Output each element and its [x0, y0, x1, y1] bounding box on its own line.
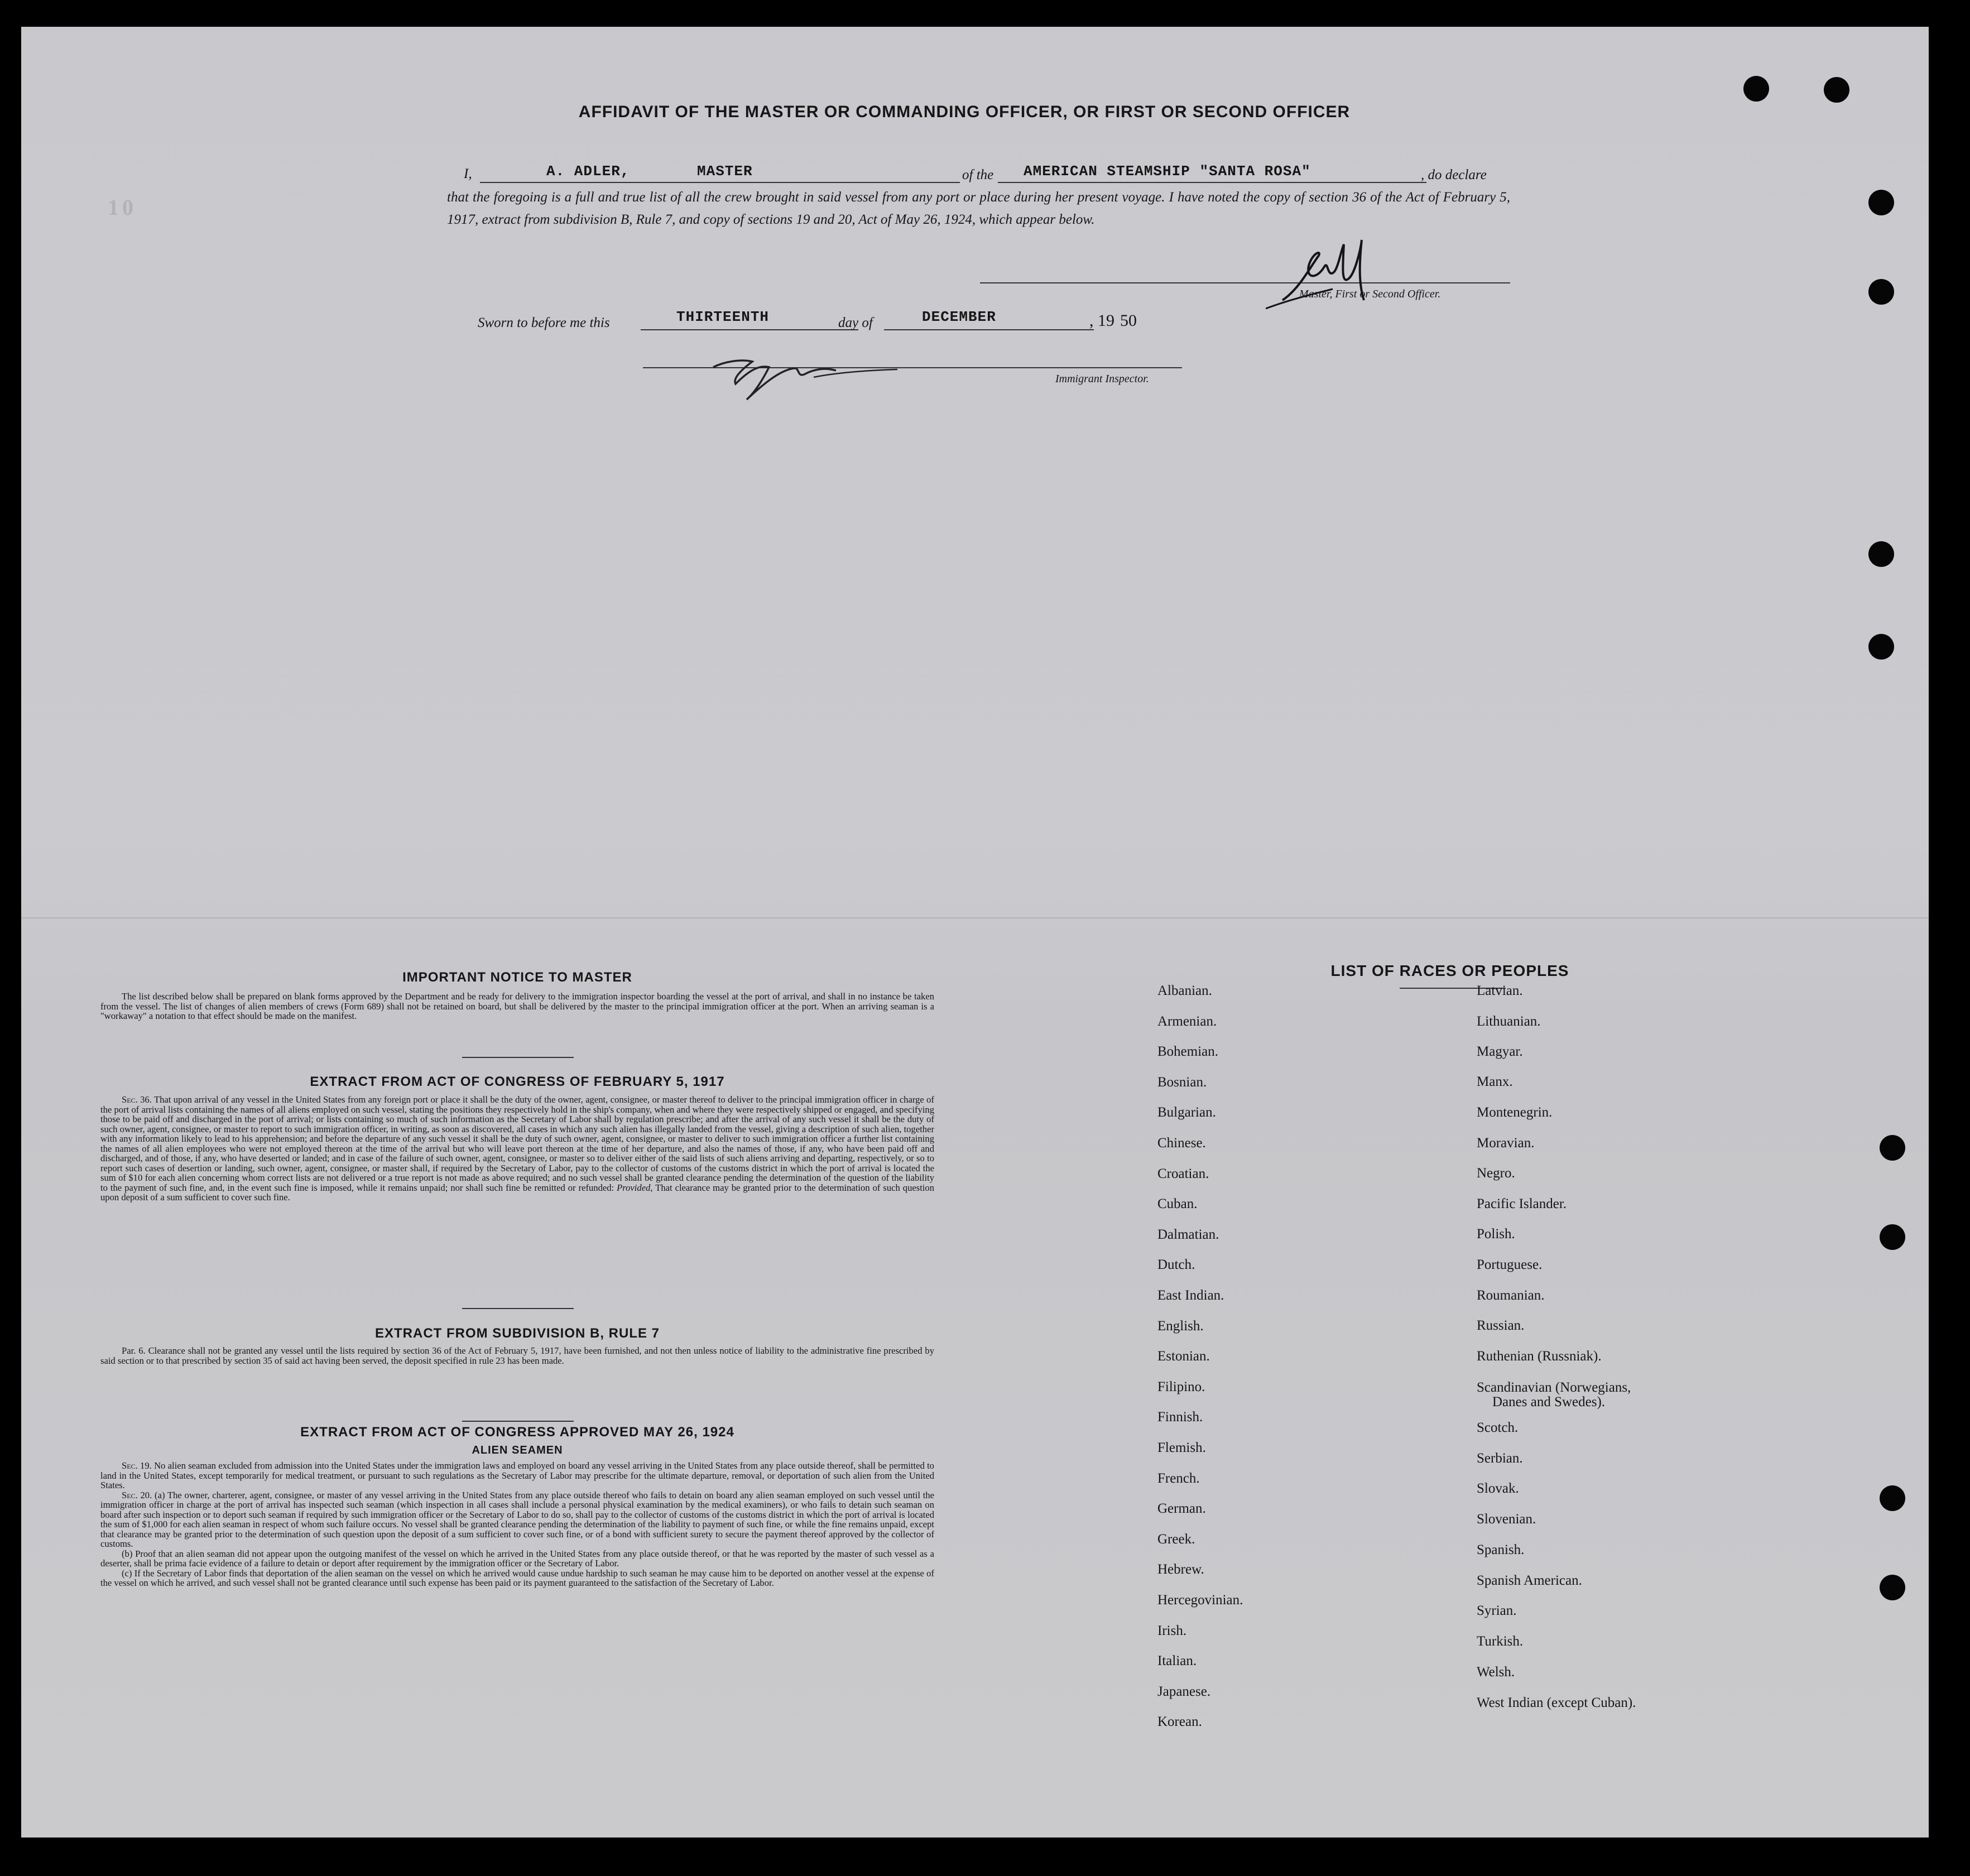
race-item: Italian. [1157, 1653, 1197, 1669]
race-item: Bulgarian. [1157, 1105, 1216, 1120]
race-item: West Indian (except Cuban). [1477, 1695, 1636, 1710]
document-sheet [21, 27, 1929, 1837]
race-item: Manx. [1477, 1074, 1513, 1089]
punch-hole [1880, 1485, 1905, 1511]
master-name: A. ADLER, [546, 163, 630, 180]
race-item: Armenian. [1157, 1013, 1217, 1029]
race-item: Korean. [1157, 1714, 1202, 1730]
race-item: Lithuanian. [1477, 1014, 1541, 1029]
punch-hole [1868, 279, 1894, 305]
race-item: Greek. [1157, 1531, 1195, 1547]
notice-heading: IMPORTANT NOTICE TO MASTER [402, 970, 632, 985]
punch-hole [1880, 1224, 1905, 1250]
race-item: Danes and Swedes). [1492, 1394, 1606, 1410]
divider [462, 1057, 574, 1058]
officer-caption: Master, First or Second Officer. [1299, 288, 1441, 300]
sworn-day: THIRTEENTH [676, 309, 770, 325]
race-item: Slovak. [1477, 1481, 1519, 1496]
bleed-through-number: 10 [108, 195, 137, 220]
officer-signature-rule [980, 282, 1510, 283]
officer-signature-icon [1266, 233, 1388, 317]
race-item: Hercegovinian. [1157, 1593, 1243, 1608]
race-item: Welsh. [1477, 1665, 1515, 1680]
punch-hole [1868, 541, 1894, 567]
year-prefix: , 19 [1089, 311, 1114, 330]
race-item: Finnish. [1157, 1410, 1203, 1425]
of-the-label: of the [962, 167, 994, 182]
race-item: German. [1157, 1501, 1206, 1517]
race-item: Magyar. [1477, 1044, 1523, 1059]
sec36-text: That upon arrival of any vessel in the United States from any foreign port or place it shall be the duty of the owner, agent, consignee, or master thereof to deliver to the principal immigration officer in charge of the port of arrival lists containing the names of all aliens employed on such vessel, stating the positions they respectively hold in the ship's company, when and where they were respectively shipped or engaged, and specifying those to be paid off and discharged in the port of arrival; or lists containing so much of such information as the Secretary of Labor shall by regulation prescribe; and after the arrival of any such vessel it shall be the duty of such owner, agent, consignee, or master to report to such immigration officer, in writing, as soon as discovered, all cases in which any such alien has illegally landed from the vessel, giving a description of such alien, together with any information likely to lead to his apprehension; and before the departure of any such vessel it shall be the duty of such owner, agent, consignee, or master to deliver to such immigration officer a further list containing the names of all alien employees who were not employed thereon at the time of the arrival but who will leave port thereon at the time of her departure, and also the names of those, if any, who have been paid off and discharged, and of those, if any, who have deserted or landed; and in case of the failure of such owner, agent, consignee, or master so to deliver either of the said lists of such aliens arriving and departing, respectively, or so to report such cases of desertion or landing, such owner, agent, consignee, or master shall, if required by the Secretary of Labor, pay to the collector of customs of the customs district in which the port of arrival is located the sum of $10 for each alien concerning whom correct lists are not delivered or a true report is not made as above required; and no such vessel shall be granted clearance pending the determination of the question of the liability to the payment of such fine, and, in the event such fine is imposed, while it remains unpaid; nor shall such fine be remitted or refunded: [100, 1094, 934, 1193]
extract-1924-heading: EXTRACT FROM ACT OF CONGRESS APPROVED MAY 26, 1924 [300, 1425, 734, 1440]
race-item: Estonian. [1157, 1349, 1210, 1364]
race-item: Montenegrin. [1477, 1105, 1553, 1120]
race-item: French. [1157, 1470, 1200, 1486]
race-item: English. [1157, 1318, 1204, 1334]
race-item: Irish. [1157, 1623, 1187, 1638]
sec20b-paragraph: (b) Proof that an alien seaman did not appear upon the outgoing manifest of the vessel on which he arrived in the United States from any place outside thereof, or that he was reported by the master of such vessel as a deserter, shall be prima facie evidence of a failure to detain or deport after requirement by the immigration officer or the Secretary of Labor. [100, 1548, 934, 1569]
races-heading: LIST OF RACES OR PEOPLES [1330, 962, 1569, 979]
sec20a-text: (a) The owner, charterer, agent, consignee, or master of any vessel arriving in the United States from any place outside thereof who fails to detain on board any alien seaman employed on such vessel until the immigration officer in charge at the port of arrival has inspected such seaman (which inspection in all cases shall include a personal physical examination by the medical examiners), or who fails to detain such seaman on board after such inspection or to deport such seaman if required by such immigration officer or the Secretary of Labor to do so, shall pay to the collector of customs of the customs district in which the port of arrival is located the sum of $1,000 for each alien seaman in respect of whom such failure occurs. No vessel shall be granted clearance pending the determination of the liability to payment of such fine, or while the fine remains unpaid, except that clearance may be granted prior to the determination of such question upon the deposit of a sum sufficient to cover such fine, or of a bond with sufficient surety to secure the payment thereof approved by the collector of customs. [100, 1489, 934, 1549]
race-item: Moravian. [1477, 1136, 1535, 1151]
affidavit-statement: that the foregoing is a full and true list of all the crew brought in said vessel from any port or place during her present voyage. I have noted the copy of section 36 of the Act of February 5, 1917, extract from subdivision B, Rule 7, and copy of sections 19 and 20, Act of May 26, 1924, which appear below. [447, 190, 1510, 227]
provided-label: Provided, [617, 1182, 653, 1193]
race-item: Syrian. [1477, 1603, 1517, 1618]
race-item: Bosnian. [1157, 1074, 1207, 1090]
race-item: Dutch. [1157, 1257, 1195, 1273]
fold-line [21, 917, 1929, 918]
extract-1924-subheading: ALIEN SEAMEN [472, 1444, 563, 1456]
punch-hole [1868, 190, 1894, 215]
race-item: Chinese. [1157, 1136, 1206, 1151]
race-item: Spanish. [1477, 1542, 1525, 1557]
sec19-label: Sec. 19. [122, 1460, 152, 1471]
race-item: Flemish. [1157, 1440, 1206, 1455]
race-item: Cuban. [1157, 1196, 1198, 1212]
race-item: Serbian. [1477, 1451, 1523, 1466]
sworn-month: DECEMBER [922, 309, 996, 325]
declare-label: , do declare [1421, 167, 1487, 182]
race-item: Scandinavian (Norwegians, [1477, 1380, 1631, 1395]
year-suffix: 50 [1120, 311, 1137, 330]
affidavit-pronoun: I, [464, 166, 472, 181]
month-rule [884, 329, 1094, 330]
sec36-text-end: That clearance may be granted prior to the determination of such question upon deposit of a sum sufficient to cover such fine. [100, 1182, 935, 1202]
extract-1917-text [100, 1095, 934, 1202]
rule7-text: Par. 6. Clearance shall not be granted any vessel until the lists required by section 36 of the Act of February 5, 1917, have been furnished, and not then unless notice of liability to the administrative fine prescribed by said section or to that prescribed by section 35 of said act having been served, the deposit specified in rule 23 has been made. [100, 1345, 934, 1366]
race-item: Dalmatian. [1157, 1226, 1219, 1242]
race-item: Negro. [1477, 1166, 1515, 1181]
race-item: Hebrew. [1157, 1562, 1204, 1577]
sec20c-paragraph: (c) If the Secretary of Labor finds that deportation of the alien seaman on the vessel on which he arrived would cause undue hardship to such seaman he may cause him to be deported on another vessel at the expense of the vessel on which he arrived, and such vessel shall not be granted clearance until such expense has been paid or its payment guaranteed to the satisfaction of the Secretary of Labor. [100, 1567, 934, 1588]
inspector-caption: Immigrant Inspector. [1055, 373, 1149, 385]
rule7-heading: EXTRACT FROM SUBDIVISION B, RULE 7 [374, 1326, 660, 1341]
race-item: Portuguese. [1477, 1257, 1543, 1272]
rank: MASTER [697, 163, 753, 180]
sworn-prefix: Sworn to before me this [478, 315, 610, 330]
affidavit-title: AFFIDAVIT OF THE MASTER OR COMMANDING OFFICER, OR FIRST OR SECOND OFFICER [578, 103, 1351, 121]
day-of-label: day of [838, 315, 873, 330]
race-item: Spanish American. [1477, 1573, 1582, 1588]
race-item: Japanese. [1157, 1683, 1211, 1699]
punch-hole [1824, 77, 1849, 103]
race-item: Scotch. [1477, 1420, 1519, 1435]
race-item: East Indian. [1157, 1288, 1224, 1303]
punch-hole [1743, 76, 1769, 102]
name-rule [480, 182, 960, 183]
extract-1917-heading: EXTRACT FROM ACT OF CONGRESS OF FEBRUARY 5, 1917 [310, 1074, 725, 1089]
race-item: Pacific Islander. [1477, 1196, 1567, 1211]
extract-1924-text [100, 1461, 934, 1588]
race-item: Latvian. [1477, 983, 1523, 998]
divider [462, 1421, 574, 1422]
race-item: Roumanian. [1477, 1288, 1545, 1303]
race-item: Turkish. [1477, 1634, 1524, 1649]
sec20a-paragraph [100, 1490, 934, 1549]
vessel-rule [998, 182, 1426, 183]
sec19-paragraph [100, 1461, 934, 1490]
day-rule [641, 329, 858, 330]
race-item: Bohemian. [1157, 1044, 1219, 1060]
race-item: Croatian. [1157, 1166, 1209, 1181]
punch-hole [1880, 1575, 1905, 1600]
race-item: Russian. [1477, 1318, 1525, 1333]
sec36-label: Sec. 36. [122, 1094, 152, 1105]
inspector-signature-icon [702, 334, 903, 406]
divider [462, 1308, 574, 1309]
notice-text: The list described below shall be prepared on blank forms approved by the Department and be ready for delivery to the immigration inspector boarding the vessel at the port of arrival, and shall in no instance be taken from the vessel. The list of changes of alien members of crews (Form 689) shall not be retained on board, but shall be delivered by the master to the principal immigration officer at the port. When an arriving seaman is a "workaway" a notation to that effect should be made on the manifest. [100, 991, 934, 1021]
race-item: Slovenian. [1477, 1512, 1536, 1527]
vessel-name: AMERICAN STEAMSHIP "SANTA ROSA" [1024, 163, 1311, 180]
race-item: Filipino. [1157, 1379, 1205, 1394]
race-item: Polish. [1477, 1226, 1515, 1242]
sec20-label: Sec. 20. [122, 1489, 152, 1500]
race-item: Albanian. [1157, 983, 1212, 998]
sec19-text: No alien seaman excluded from admission into the United States under the immigration laws and employed on board any vessel arriving in the United States from any place outside thereof, shall be permitted to land in the United States, except temporarily for medical treatment, or pursuant to such regulations as the Secretary of Labor may prescribe for the ultimate departure, removal, or deportation of such alien from the United States. [100, 1460, 934, 1490]
punch-hole [1880, 1135, 1905, 1161]
race-item: Ruthenian (Russniak). [1477, 1349, 1602, 1364]
punch-hole [1868, 634, 1894, 660]
